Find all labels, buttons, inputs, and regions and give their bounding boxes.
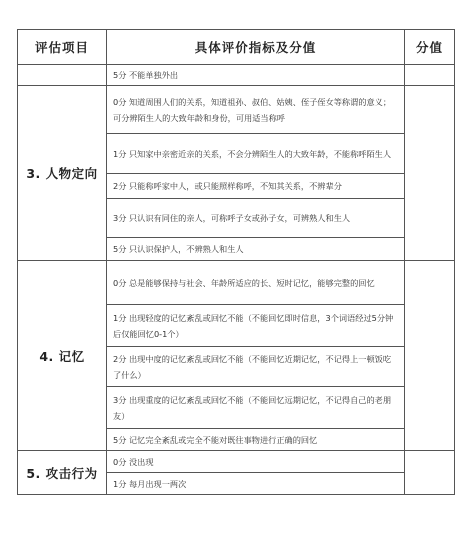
header-criteria: 具体评价指标及分值 [107, 30, 405, 65]
score-cell [405, 86, 455, 261]
indicator-cell: 1分 只知家中亲密近亲的关系，不会分辨陌生人的大致年龄，不能称呼陌生人 [107, 134, 405, 174]
table-header-row [18, 30, 455, 65]
category-orientation: 3. 人物定向 [18, 86, 107, 261]
indicator-cell: 0分 知道周围人们的关系，知道祖孙、叔伯、姑姨、侄子侄女等称谓的意义；可分辨陌生人的大致年龄和身份，可用适当称呼 [107, 86, 405, 134]
table-row [18, 451, 455, 473]
indicator-cell: 5分 记忆完全紊乱或完全不能对既往事物进行正确的回忆 [107, 429, 405, 451]
indicator-cell: 5分 只认识保护人，不辨熟人和生人 [107, 238, 405, 261]
score-cell [405, 451, 455, 495]
indicator-cell: 2分 出现中度的记忆紊乱或回忆不能（不能回忆近期记忆，不记得上一顿饭吃了什么） [107, 347, 405, 387]
category-aggression: 5. 攻击行为 [18, 451, 107, 495]
table-row [18, 65, 455, 86]
table-row [18, 86, 455, 134]
indicator-cell: 3分 只认识有同住的亲人，可称呼子女或孙子女，可辨熟人和生人 [107, 199, 405, 238]
indicator-cell: 0分 总是能够保持与社会、年龄所适应的长、短时记忆，能够完整的回忆 [107, 261, 405, 305]
assessment-table [17, 29, 455, 495]
indicator-cell: 0分 没出现 [107, 451, 405, 473]
category-cell-prev [18, 65, 107, 86]
table-row [18, 261, 455, 305]
indicator-cell: 1分 出现轻度的记忆紊乱或回忆不能（不能回忆即时信息，3个词语经过5分钟后仅能回忆0-1个） [107, 305, 405, 347]
category-memory: 4. 记忆 [18, 261, 107, 451]
indicator-cell: 2分 只能称呼家中人，或只能照样称呼，不知其关系，不辨辈分 [107, 174, 405, 199]
header-item: 评估项目 [18, 30, 107, 65]
score-cell [405, 65, 455, 86]
indicator-cell: 1分 每月出现一两次 [107, 473, 405, 495]
score-cell [405, 261, 455, 451]
header-score: 分值 [405, 30, 455, 65]
indicator-cell: 5分 不能单独外出 [107, 65, 405, 86]
indicator-cell: 3分 出现重度的记忆紊乱或回忆不能（不能回忆远期记忆，不记得自己的老朋友） [107, 387, 405, 429]
